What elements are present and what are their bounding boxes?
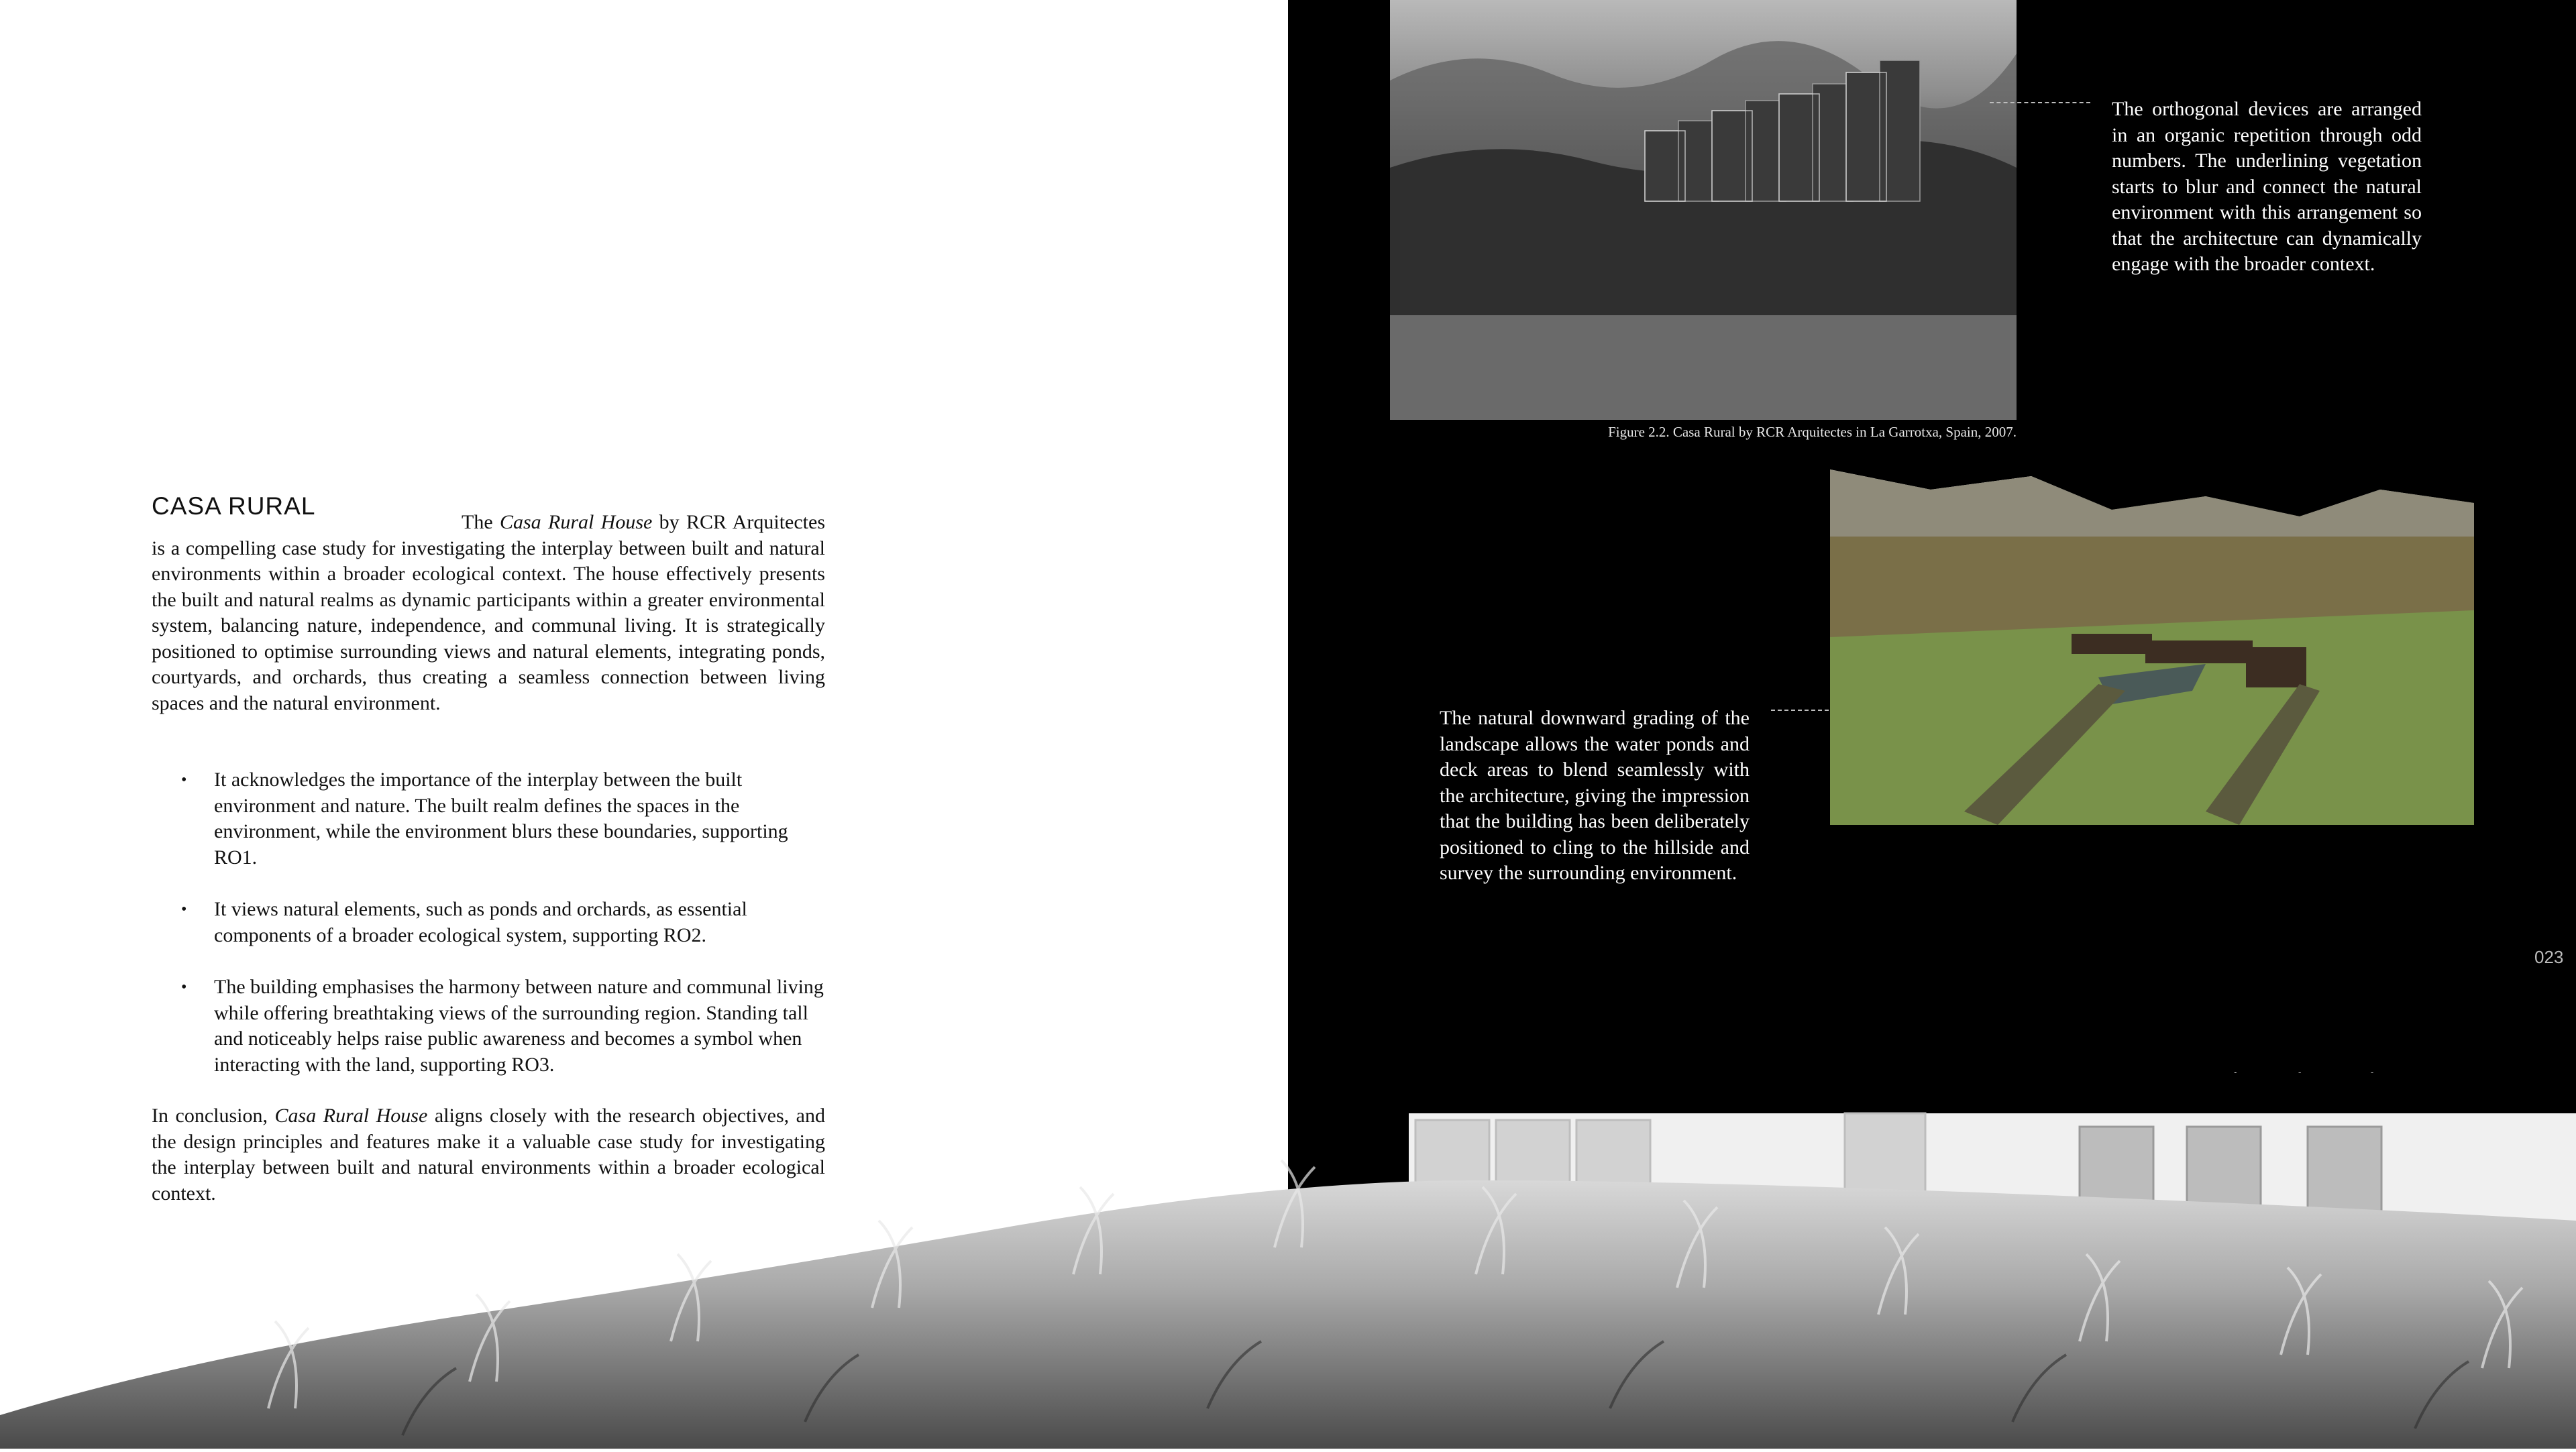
bullet-dot: • [181,979,187,996]
conclusion-text-rest: aligns closely with the research objectives, and the design principles and features make it a valuable case study for investigating the interplay between built and natural environments within a broader ecological context. [152,1105,825,1205]
annotation-2-leader [1771,710,1829,711]
list-item-text: It acknowledges the importance of the interplay between the built environment and nature. The built realm defines the spaces in the environment, while the environment blurs these boundaries, supporting RO1. [214,769,788,869]
conclusion-text-start: In conclusion, [152,1105,275,1127]
intro-text-start: The [462,511,500,533]
list-item [152,767,825,871]
list-item [152,897,825,948]
list-item [152,974,825,1078]
grass-meadow-icon [0,1140,2576,1449]
page-number: 023 [2534,947,2564,967]
list-item-text: The building emphasises the harmony between nature and communal living while offering breathtaking views of the surrounding region. Standing tall and noticeably helps raise public awareness and becomes a symbol when interacting with the land, supporting RO3. [214,976,824,1076]
objectives-list [152,767,825,1104]
aerial-landscape-photo-icon [1830,463,2474,825]
bullet-dot: • [181,771,187,789]
annotation-1-leader [1990,102,2090,103]
annotation-orthogonal-devices: The orthogonal devices are arranged in an organic repetition through odd numbers. The underlining vegetation starts to blur and connect the natural environment with this arrangement so that the architecture can dynamically engage with the broader context. [2112,98,2422,275]
figure-2-2-photo [1390,0,2017,420]
figure-2-2-caption: Figure 2.2. Casa Rural by RCR Arquitectes in La Garrotxa, Spain, 2007. [1608,424,2017,440]
page-title: CASA RURAL [152,492,316,520]
meadow-foreground [0,1140,2576,1449]
conclusion-italic-title: Casa Rural House [274,1105,428,1127]
foggy-hillside-photo-icon [1390,0,2017,420]
intro-italic-title: Casa Rural House [499,511,653,533]
intro-text-rest: by RCR Arquitectes is a compelling case study for investigating the interplay between built and natural environments within a broader ecological context. The house effectively presents the built and natural realms as dynamic participants within a greater environmental system, balancing nature, independence, and communal living. It is strategically positioned to optimise surrounding views and natural elements, integrating ponds, courtyards, and orchards, thus creating a seamless connection between living spaces and the natural environment. [152,511,826,714]
intro-paragraph [152,510,825,716]
bullet-dot: • [181,901,187,918]
aerial-photo [1830,463,2474,825]
annotation-landscape-grading: The natural downward grading of the landscape allows the water ponds and deck areas to blend seamlessly with the architecture, giving the impression that the building has been deliberately positioned to cling to the hillside and survey the surrounding environment. [1440,707,1750,884]
list-item-text: It views natural elements, such as ponds and orchards, as essential components of a broader ecological system, supporting RO2. [214,898,747,946]
